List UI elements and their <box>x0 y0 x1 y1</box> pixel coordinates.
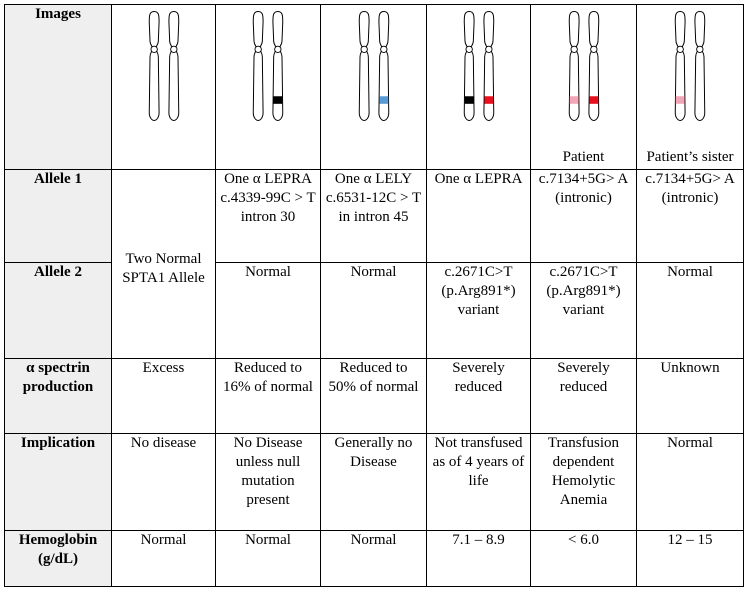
chromosome-left <box>569 12 579 121</box>
chromosome-outline <box>695 12 705 121</box>
mutation-band-right <box>379 96 388 104</box>
chromosome-pair-image <box>449 7 509 125</box>
production-cell: Reduced to 16% of normal <box>216 359 321 434</box>
chromosome-cell <box>112 5 216 170</box>
centromere <box>275 46 281 52</box>
allele2-cell: c.2671C>T (p.Arg891*) variant <box>427 263 531 359</box>
chromosome-left <box>464 12 474 121</box>
mutation-band-left <box>464 96 473 104</box>
chromosome-right <box>695 12 705 121</box>
centromere <box>360 46 366 52</box>
allele2-cell: Normal <box>321 263 427 359</box>
hemoglobin-cell: 7.1 – 8.9 <box>427 531 531 587</box>
production-cell: Severely reduced <box>427 359 531 434</box>
allele1-cell: c.7134+5G> A (intronic) <box>637 170 744 263</box>
centromere <box>150 46 156 52</box>
centromere <box>380 46 386 52</box>
chromosome-right <box>168 12 178 121</box>
mutation-band-right <box>484 96 493 104</box>
hemoglobin-cell: Normal <box>216 531 321 587</box>
row-header-allele2: Allele 2 <box>5 263 112 359</box>
chromosome-right <box>483 12 493 121</box>
chromosome-outline <box>378 12 388 121</box>
implication-cell: No disease <box>112 434 216 531</box>
images-row <box>5 5 744 170</box>
production-cell: Unknown <box>637 359 744 434</box>
centromere <box>590 46 596 52</box>
hemoglobin-cell: 12 – 15 <box>637 531 744 587</box>
mutation-band-right <box>273 96 282 104</box>
row-header-implication: Implication <box>5 434 112 531</box>
implication-cell: Generally no Disease <box>321 434 427 531</box>
chromosome-outline <box>359 12 369 121</box>
allele2-cell: Normal <box>637 263 744 359</box>
chromosome-pair-image <box>554 7 614 125</box>
mutation-band-left <box>569 96 578 104</box>
implication-cell: No Disease unless null mutation present <box>216 434 321 531</box>
allele2-cell: Normal <box>216 263 321 359</box>
chromosome-cell <box>321 5 427 170</box>
centromere <box>255 46 261 52</box>
chromosome-cell <box>637 5 744 170</box>
chromosome-outline <box>273 12 283 121</box>
chromosome-outline <box>168 12 178 121</box>
chromosome-pair-image <box>134 7 194 125</box>
chromosome-pair-image <box>660 7 720 125</box>
centromere <box>485 46 491 52</box>
chromosome-left <box>359 12 369 121</box>
chromosome-cell <box>427 5 531 170</box>
chromosome-outline <box>675 12 685 121</box>
hemoglobin-cell: < 6.0 <box>531 531 637 587</box>
production-cell: Excess <box>112 359 216 434</box>
allele1-cell: c.7134+5G> A (intronic) <box>531 170 637 263</box>
chromosome-left <box>149 12 159 121</box>
centromere <box>697 46 703 52</box>
chromosome-outline <box>464 12 474 121</box>
chromosome-left <box>253 12 263 121</box>
production-cell: Reduced to 50% of normal <box>321 359 427 434</box>
chromosome-left <box>675 12 685 121</box>
hemoglobin-cell: Normal <box>321 531 427 587</box>
image-label: Patient’s sister <box>646 149 734 165</box>
row-header-allele1: Allele 1 <box>5 170 112 263</box>
image-label: Patient <box>562 149 605 165</box>
normal-allele-cell: Two Normal SPTA1 Allele <box>112 170 216 359</box>
mutation-band-left <box>676 96 685 104</box>
chromosome-cell <box>531 5 637 170</box>
production-cell: Severely reduced <box>531 359 637 434</box>
centromere <box>170 46 176 52</box>
chromosome-cell <box>216 5 321 170</box>
row-header-hemoglobin: Hemoglobin (g/dL) <box>5 531 112 587</box>
implication-row <box>5 434 744 531</box>
chromosome-pair-image <box>238 7 298 125</box>
row-header-images: Images <box>5 5 112 170</box>
allele1-row <box>5 170 744 263</box>
chromosome-outline <box>483 12 493 121</box>
allele2-cell: c.2671C>T (p.Arg891*) variant <box>531 263 637 359</box>
mutation-band-right <box>589 96 598 104</box>
allele1-cell: One α LEPRA <box>427 170 531 263</box>
chromosome-outline <box>569 12 579 121</box>
chromosome-outline <box>149 12 159 121</box>
row-header-production: α spectrin production <box>5 359 112 434</box>
chromosome-right <box>588 12 598 121</box>
chromosome-outline <box>588 12 598 121</box>
implication-cell: Transfusion dependent Hemolytic Anemia <box>531 434 637 531</box>
centromere <box>465 46 471 52</box>
chromosome-right <box>273 12 283 121</box>
allele1-cell: One α LEPRA c.4339-99C > T intron 30 <box>216 170 321 263</box>
centromere <box>677 46 683 52</box>
spta1-comparison-table <box>4 4 744 587</box>
allele1-cell: One α LELY c.6531-12C > T in intron 45 <box>321 170 427 263</box>
implication-cell: Not transfused as of 4 years of life <box>427 434 531 531</box>
chromosome-right <box>378 12 388 121</box>
centromere <box>570 46 576 52</box>
chromosome-pair-image <box>344 7 404 125</box>
hemoglobin-cell: Normal <box>112 531 216 587</box>
production-row <box>5 359 744 434</box>
implication-cell: Normal <box>637 434 744 531</box>
chromosome-outline <box>253 12 263 121</box>
hemoglobin-row <box>5 531 744 587</box>
